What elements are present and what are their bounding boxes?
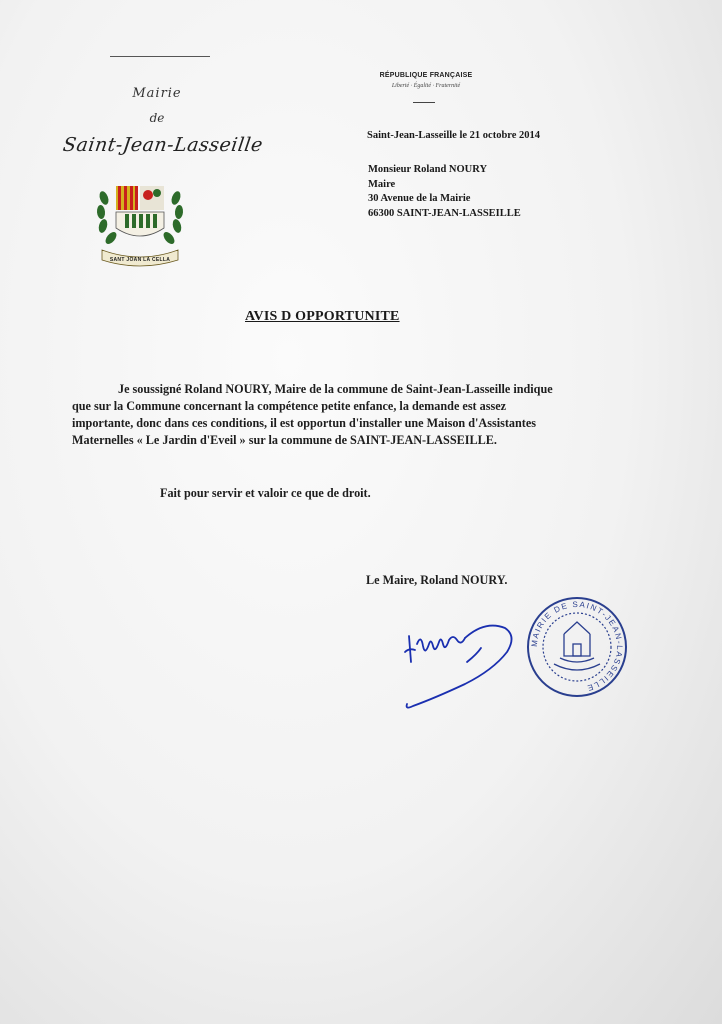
document-title: AVIS D OPPORTUNITE [245,309,400,324]
mairie-de: de [149,111,165,125]
stamp-text: MAIRIE DE SAINT-JEAN-LASSEILLE [529,599,625,693]
body-line: importante, donc dans ces conditions, il est opportun d'installer une Maison d'Assistantes [72,416,536,430]
header-rule [110,56,210,57]
commune-name: Saint-Jean-Lasseille [61,134,265,156]
handwritten-signature [395,600,525,718]
official-stamp [524,594,630,700]
republic-rule [413,102,435,103]
recipient-line: Monsieur Roland NOURY [368,164,488,175]
body-line: que sur la Commune concernant la compétence petite enfance, la demande est assez [72,399,507,413]
date-line: Saint-Jean-Lasseille le 21 octobre 2014 [367,130,541,141]
mairie-heading: Mairie [132,86,182,101]
recipient-address [368,163,521,221]
recipient-line: Maire [368,178,396,190]
signatory-name: Le Maire, Roland NOURY. [366,573,508,587]
letter-body [72,381,632,449]
recipient-line: 30 Avenue de la Mairie [368,193,471,204]
crest-motto: SANT JOAN LA CELLA [109,257,171,263]
republic-motto: Liberté · Égalité · Fraternité [391,83,461,89]
recipient-line: 66300 SAINT-JEAN-LASSEILLE [368,207,521,219]
republic-heading: RÉPUBLIQUE FRANÇAISE [379,72,473,79]
closing-formula: Fait pour servir et valoir ce que de droit. [160,486,371,500]
body-line: Je soussigné Roland NOURY, Maire de la commune de Saint-Jean-Lasseille indique [118,382,553,396]
body-line: Maternelles « Le Jardin d'Eveil » sur la commune de SAINT-JEAN-LASSEILLE. [72,433,497,447]
